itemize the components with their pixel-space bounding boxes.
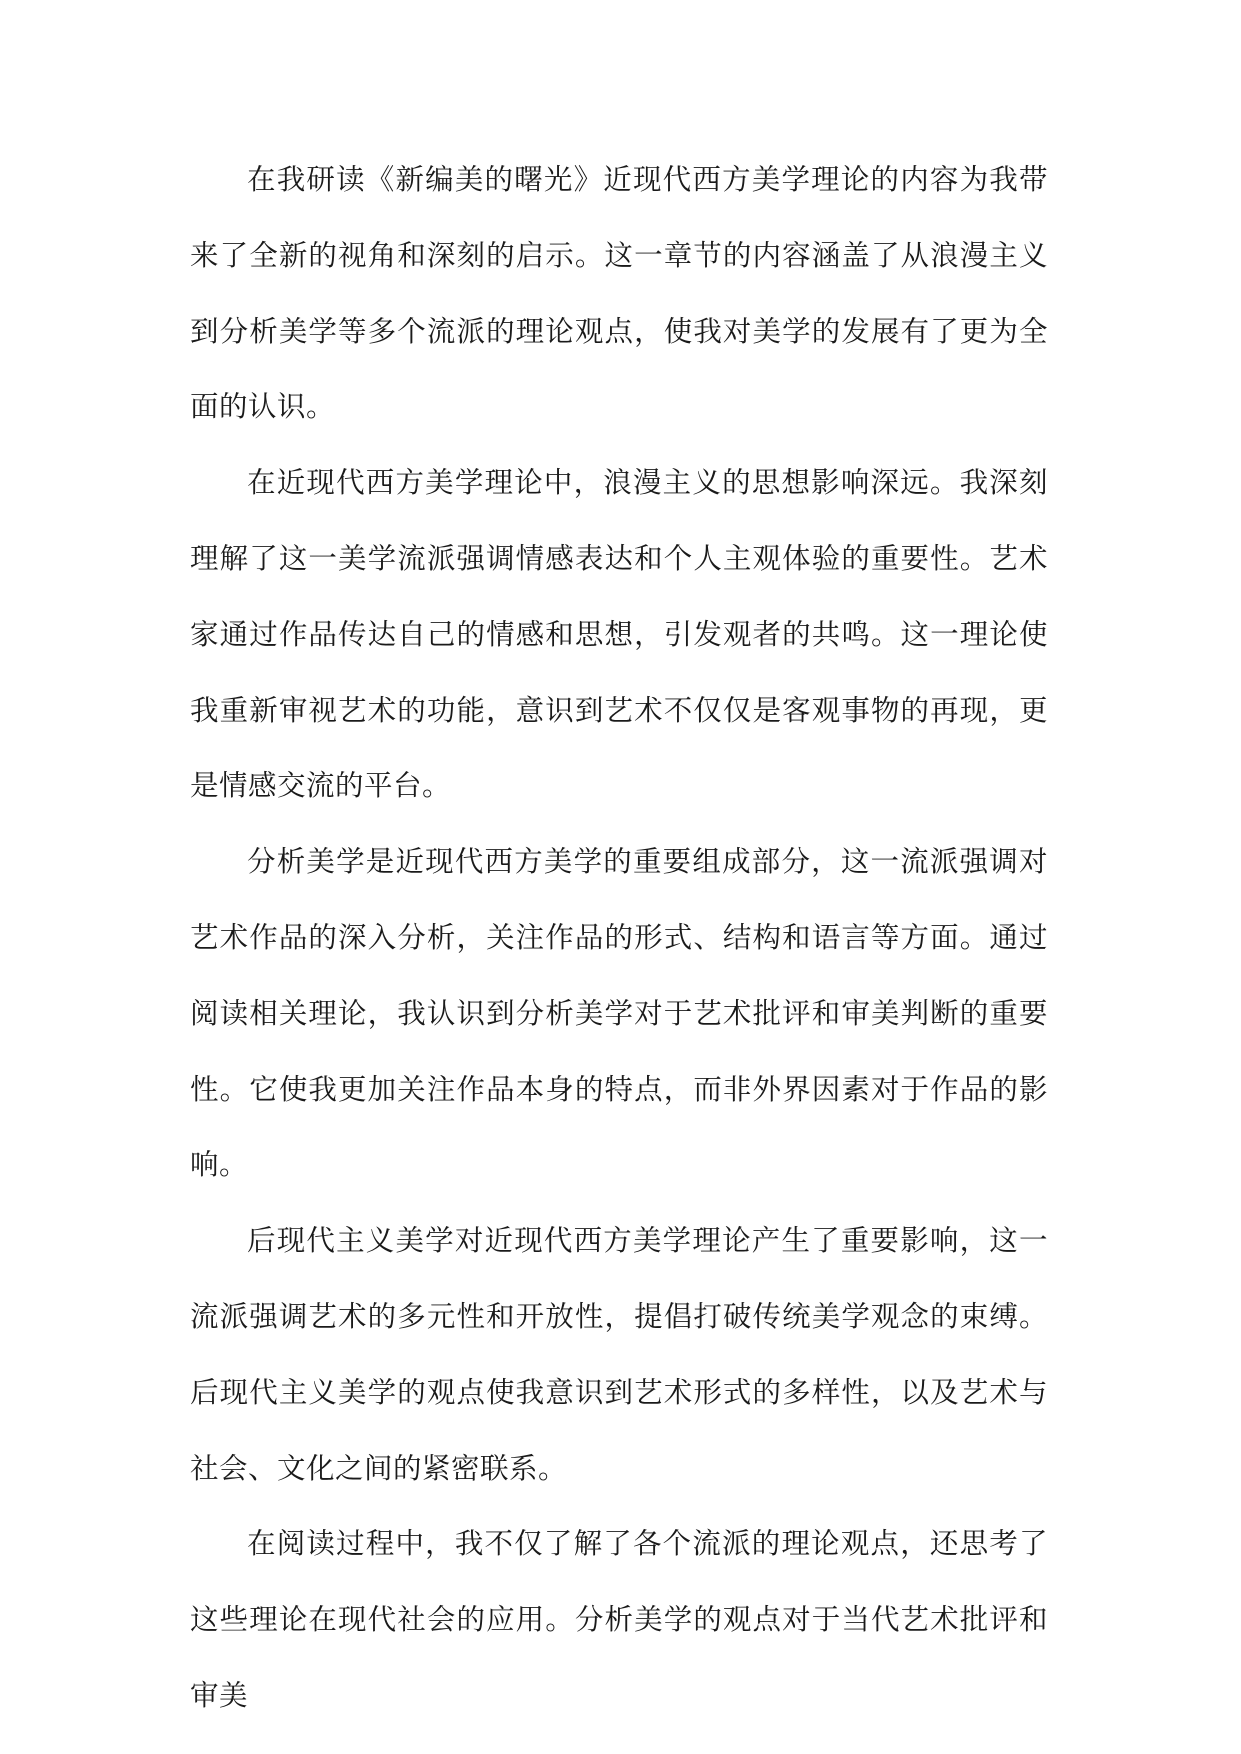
document-body [190,142,1048,1734]
paragraph-analytic-aesthetics: 分析美学是近现代西方美学的重要组成部分，这一流派强调对艺术作品的深入分析，关注作品的形式、结构和语言等方面。通过阅读相关理论，我认识到分析美学对于艺术批评和审美判断的重要性。它使我更加关注作品本身的特点，而非外界因素对于作品的影响。 [190,845,1048,1182]
paragraph-intro: 在我研读《新编美的曙光》近现代西方美学理论的内容为我带来了全新的视角和深刻的启示。这一章节的内容涵盖了从浪漫主义到分析美学等多个流派的理论观点，使我对美学的发展有了更为全面的认识。 [190,163,1048,424]
paragraph-reading-reflection: 在阅读过程中，我不仅了解了各个流派的理论观点，还思考了这些理论在现代社会的应用。分析美学的观点对于当代艺术批评和审美 [190,1527,1048,1712]
paragraph-postmodern-aesthetics: 后现代主义美学对近现代西方美学理论产生了重要影响，这一流派强调艺术的多元性和开放性，提倡打破传统美学观念的束缚。后现代主义美学的观点使我意识到艺术形式的多样性，以及艺术与社会、文化之间的紧密联系。 [190,1224,1048,1485]
paragraph-romanticism: 在近现代西方美学理论中，浪漫主义的思想影响深远。我深刻理解了这一美学流派强调情感表达和个人主观体验的重要性。艺术家通过作品传达自己的情感和思想，引发观者的共鸣。这一理论使我重新审视艺术的功能，意识到艺术不仅仅是客观事物的再现，更是情感交流的平台。 [190,466,1048,803]
